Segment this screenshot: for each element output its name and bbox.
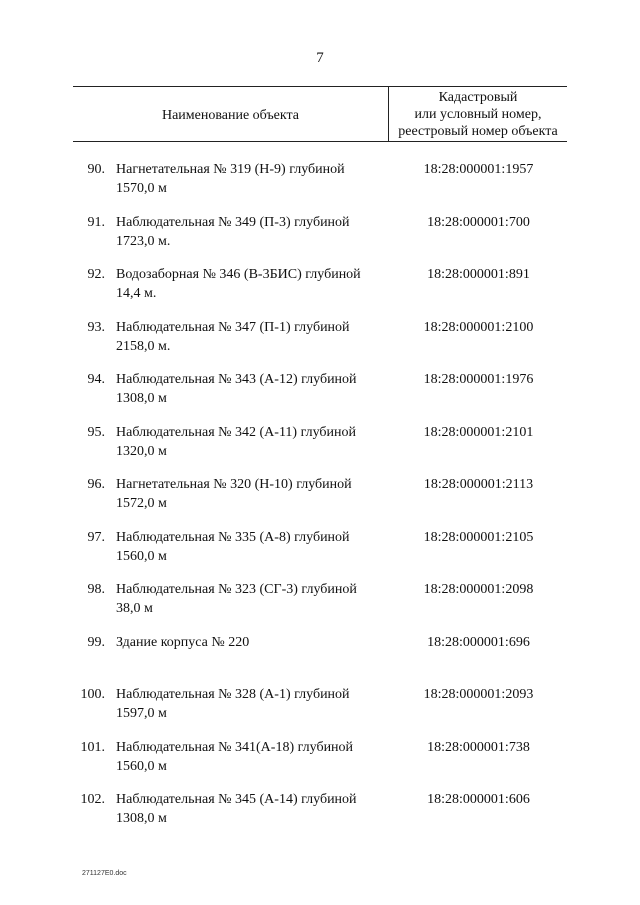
row-number: 90. [87,162,105,177]
row-object-name [116,318,391,356]
row-cadastral-number: 18:28:000001:2101 [423,424,534,440]
row-number: 101. [80,739,105,755]
row-object-name-line: Наблюдательная № 347 (П-1) глубиной [116,319,350,335]
row-object-name-line: Наблюдательная № 328 (А-1) глубиной [116,687,350,702]
footer-filename: 271127Е0.doc [82,870,127,877]
row-object-name [116,528,391,566]
row-cadastral-number: 18:28:000001:696 [427,634,530,650]
row-object-name [116,423,391,461]
row-object-name-line: Наблюдательная № 341(А-18) глубиной [116,739,354,755]
page-number: 7 [316,50,324,66]
row-object-name-line: 1560,0 м [116,758,167,774]
row-object-name-line: 14,4 м. [116,286,157,301]
table-header [73,86,567,142]
row-object-name [116,790,391,828]
row-number: 92. [87,267,105,282]
row-object-name-line: Наблюдательная № 345 (А-14) глубиной [116,792,357,807]
row-number: 93. [87,319,105,335]
row-object-name-line: Нагнетательная № 320 (Н-10) глубиной [116,477,352,492]
row-object-name-line: Наблюдательная № 323 (СГ-3) глубиной [116,582,357,597]
row-number: 91. [87,214,105,230]
header-cad-line: или условный номер, [414,107,542,122]
row-object-name [116,160,391,198]
row-object-name [116,213,391,251]
header-cad-line: Кадастровый [438,90,518,105]
row-cadastral-number: 18:28:000001:2105 [423,529,534,545]
row-object-name-line: Наблюдательная № 342 (А-11) глубиной [116,424,357,440]
row-object-name-line: 1570,0 м [116,181,167,196]
row-number: 97. [87,529,105,545]
row-object-name-line: 1320,0 м [116,443,167,459]
row-object-name [116,475,391,513]
row-object-name-line: Наблюдательная № 335 (А-8) глубиной [116,529,350,545]
row-object-name [116,633,391,652]
row-object-name [116,265,391,303]
row-number: 98. [87,582,105,597]
row-object-name-line: 2158,0 м. [116,338,171,354]
row-object-name-line: 1597,0 м [116,706,167,721]
header-cad-line: реестровый номер объекта [398,124,558,139]
row-number: 94. [87,372,105,387]
row-cadastral-number: 18:28:000001:700 [427,214,530,230]
row-object-name-line: Водозаборная № 346 (В-3БИС) глубиной [116,267,361,282]
row-object-name-line: Наблюдательная № 349 (П-3) глубиной [116,214,350,230]
row-object-name-line: Наблюдательная № 343 (А-12) глубиной [116,372,357,387]
row-object-name-line: Нагнетательная № 319 (Н-9) глубиной [116,162,345,177]
row-cadastral-number: 18:28:000001:891 [427,267,530,282]
row-cadastral-number: 18:28:000001:1976 [423,372,534,387]
row-object-name-line: 1308,0 м [116,811,167,826]
row-cadastral-number: 18:28:000001:2098 [423,582,534,597]
row-object-name [116,685,391,723]
row-cadastral-number: 18:28:000001:2113 [423,477,534,492]
header-cadastral-number [389,87,567,143]
row-cadastral-number: 18:28:000001:738 [427,739,530,755]
row-object-name-line: 1572,0 м [116,496,167,511]
row-cadastral-number: 18:28:000001:1957 [423,162,534,177]
row-object-name-line: 1560,0 м [116,548,167,564]
row-number: 96. [87,477,105,492]
row-object-name-line: 1723,0 м. [116,233,171,249]
row-cadastral-number: 18:28:000001:2093 [423,687,534,702]
row-object-name-line: Здание корпуса № 220 [116,634,250,650]
row-number: 99. [87,634,105,650]
row-number: 102. [80,792,105,807]
row-cadastral-number: 18:28:000001:606 [427,792,530,807]
row-number: 100. [80,687,105,702]
row-object-name-line: 1308,0 м [116,391,167,406]
header-object-name: Наименование объекта [161,107,300,123]
row-cadastral-number: 18:28:000001:2100 [423,319,534,335]
row-object-name [116,580,391,618]
row-object-name [116,370,391,408]
row-object-name-line: 38,0 м [116,601,153,616]
row-object-name [116,738,391,776]
row-number: 95. [87,424,105,440]
